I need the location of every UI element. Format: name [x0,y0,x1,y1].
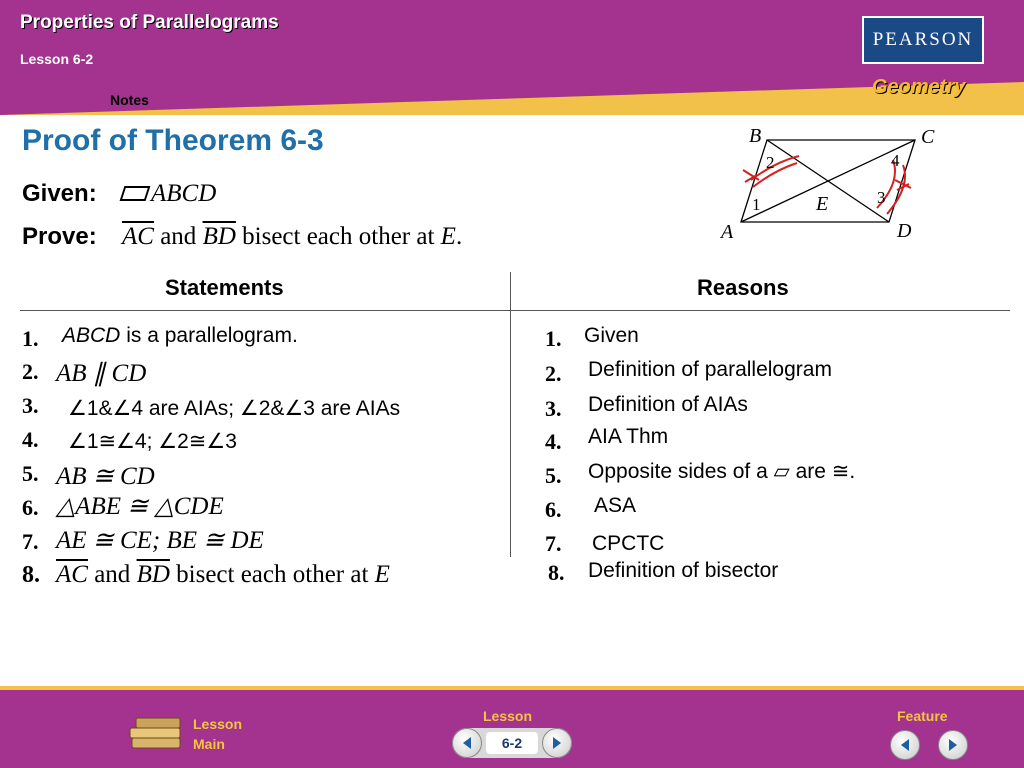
header-lesson: Lesson 6-2 [20,51,94,67]
parallelogram-icon [120,186,151,201]
feature-nav-label: Feature [897,708,948,724]
lesson-prev-button[interactable] [452,728,482,758]
reason-text: ASA [594,494,637,517]
prove-rest: bisect each other at [235,223,441,250]
reason-number: 5. [545,463,562,488]
reason-text: Opposite sides of a ▱ are ≅. [588,460,856,483]
prove-end: . [455,223,463,250]
vertex-label: E [816,193,829,215]
lesson-number-badge: 6-2 [486,732,538,754]
statement-and: and [87,561,137,588]
statement-number: 1. [22,326,39,351]
statement-text: AB ≅ CD [56,463,155,490]
lesson-main-label-2: Main [193,736,225,752]
vertex-label: C [921,126,935,148]
statement-text [62,324,298,348]
arrow-right-icon [946,738,960,752]
statement-segment-bd: $\overline{BD}$ [136,561,170,588]
reason-number: 4. [545,429,562,454]
feature-next-button[interactable] [938,730,968,760]
prove-label: Prove: [22,223,97,250]
footer-bar [0,690,1024,768]
vertex-label: B [749,125,762,147]
header-stripe [0,82,1024,115]
given-statement [122,180,216,208]
lesson-next-button[interactable] [542,728,572,758]
prove-segment-ac: $\overline{AC}$ [122,223,154,250]
reason-text: Given [584,324,639,347]
statement-text [56,561,390,589]
pearson-logo: PEARSON [862,16,984,64]
prove-point: E [440,223,456,250]
reason-number: 7. [545,531,562,556]
prove-statement [122,223,462,251]
statement-number: 6. [22,495,39,520]
lesson-nav-label: Lesson [483,708,533,724]
statement-text: ∠1≅∠4; ∠2≅∠3 [68,430,237,453]
statement-number: 5. [22,461,39,486]
statement-rest: bisect each other at [169,561,375,588]
statement-text: AE ≅ CE; BE ≅ DE [56,527,264,554]
reasons-header: Reasons [697,275,789,300]
reason-number: 1. [545,326,562,351]
reason-text: Definition of parallelogram [588,358,832,381]
reason-number: 8. [548,560,565,585]
header-bar [0,0,1024,115]
statement-text: △ABE ≅ △CDE [56,493,224,520]
reason-text: AIA Thm [588,425,669,448]
angle-label: 3 [877,188,886,207]
statement-number: 4. [22,427,39,452]
proof-title: Proof of Theorem 6-3 [22,124,324,157]
arrow-left-icon [898,738,912,752]
statements-header: Statements [165,275,284,300]
lesson-main-button[interactable] [126,710,266,756]
feature-prev-button[interactable] [890,730,920,760]
vertex-label: A [721,221,734,243]
statement-text: ∠1&∠4 are AIAs; ∠2&∠3 are AIAs [68,397,401,420]
statement-rest: is a parallelogram. [120,324,298,347]
statement-figure: ABCD [62,324,121,347]
table-divider [20,310,1010,311]
arrow-right-icon [550,736,564,750]
angle-label: 1 [752,195,761,214]
books-icon [126,710,188,754]
statement-point: E [374,561,390,588]
angle-label: 2 [766,153,775,172]
statement-number: 2. [22,359,39,384]
statement-segment-ac: $\overline{AC}$ [56,561,88,588]
given-label: Given: [22,180,97,207]
header-title: Properties of Parallelograms [20,12,279,33]
statement-number: 8. [22,562,40,588]
lesson-main-label-1: Lesson [193,716,243,732]
subject-label: Geometry [872,76,966,98]
prove-segment-bd: $\overline{BD}$ [202,223,236,250]
parallelogram-diagram [715,120,955,245]
angle-label: 4 [891,151,900,170]
statement-text: AB ∥ CD [56,360,147,387]
reason-text: Definition of bisector [588,559,779,582]
statement-number: 3. [22,393,39,418]
arrow-left-icon [460,736,474,750]
given-figure: ABCD [151,180,217,207]
column-divider [510,272,511,557]
reason-number: 2. [545,361,562,386]
statement-number: 7. [22,529,39,554]
reason-number: 3. [545,396,562,421]
header-notes: Notes [110,92,149,108]
reason-text: CPCTC [592,532,665,555]
reason-number: 6. [545,497,562,522]
reason-text: Definition of AIAs [588,393,748,416]
vertex-label: D [897,220,912,242]
prove-and: and [153,223,203,250]
